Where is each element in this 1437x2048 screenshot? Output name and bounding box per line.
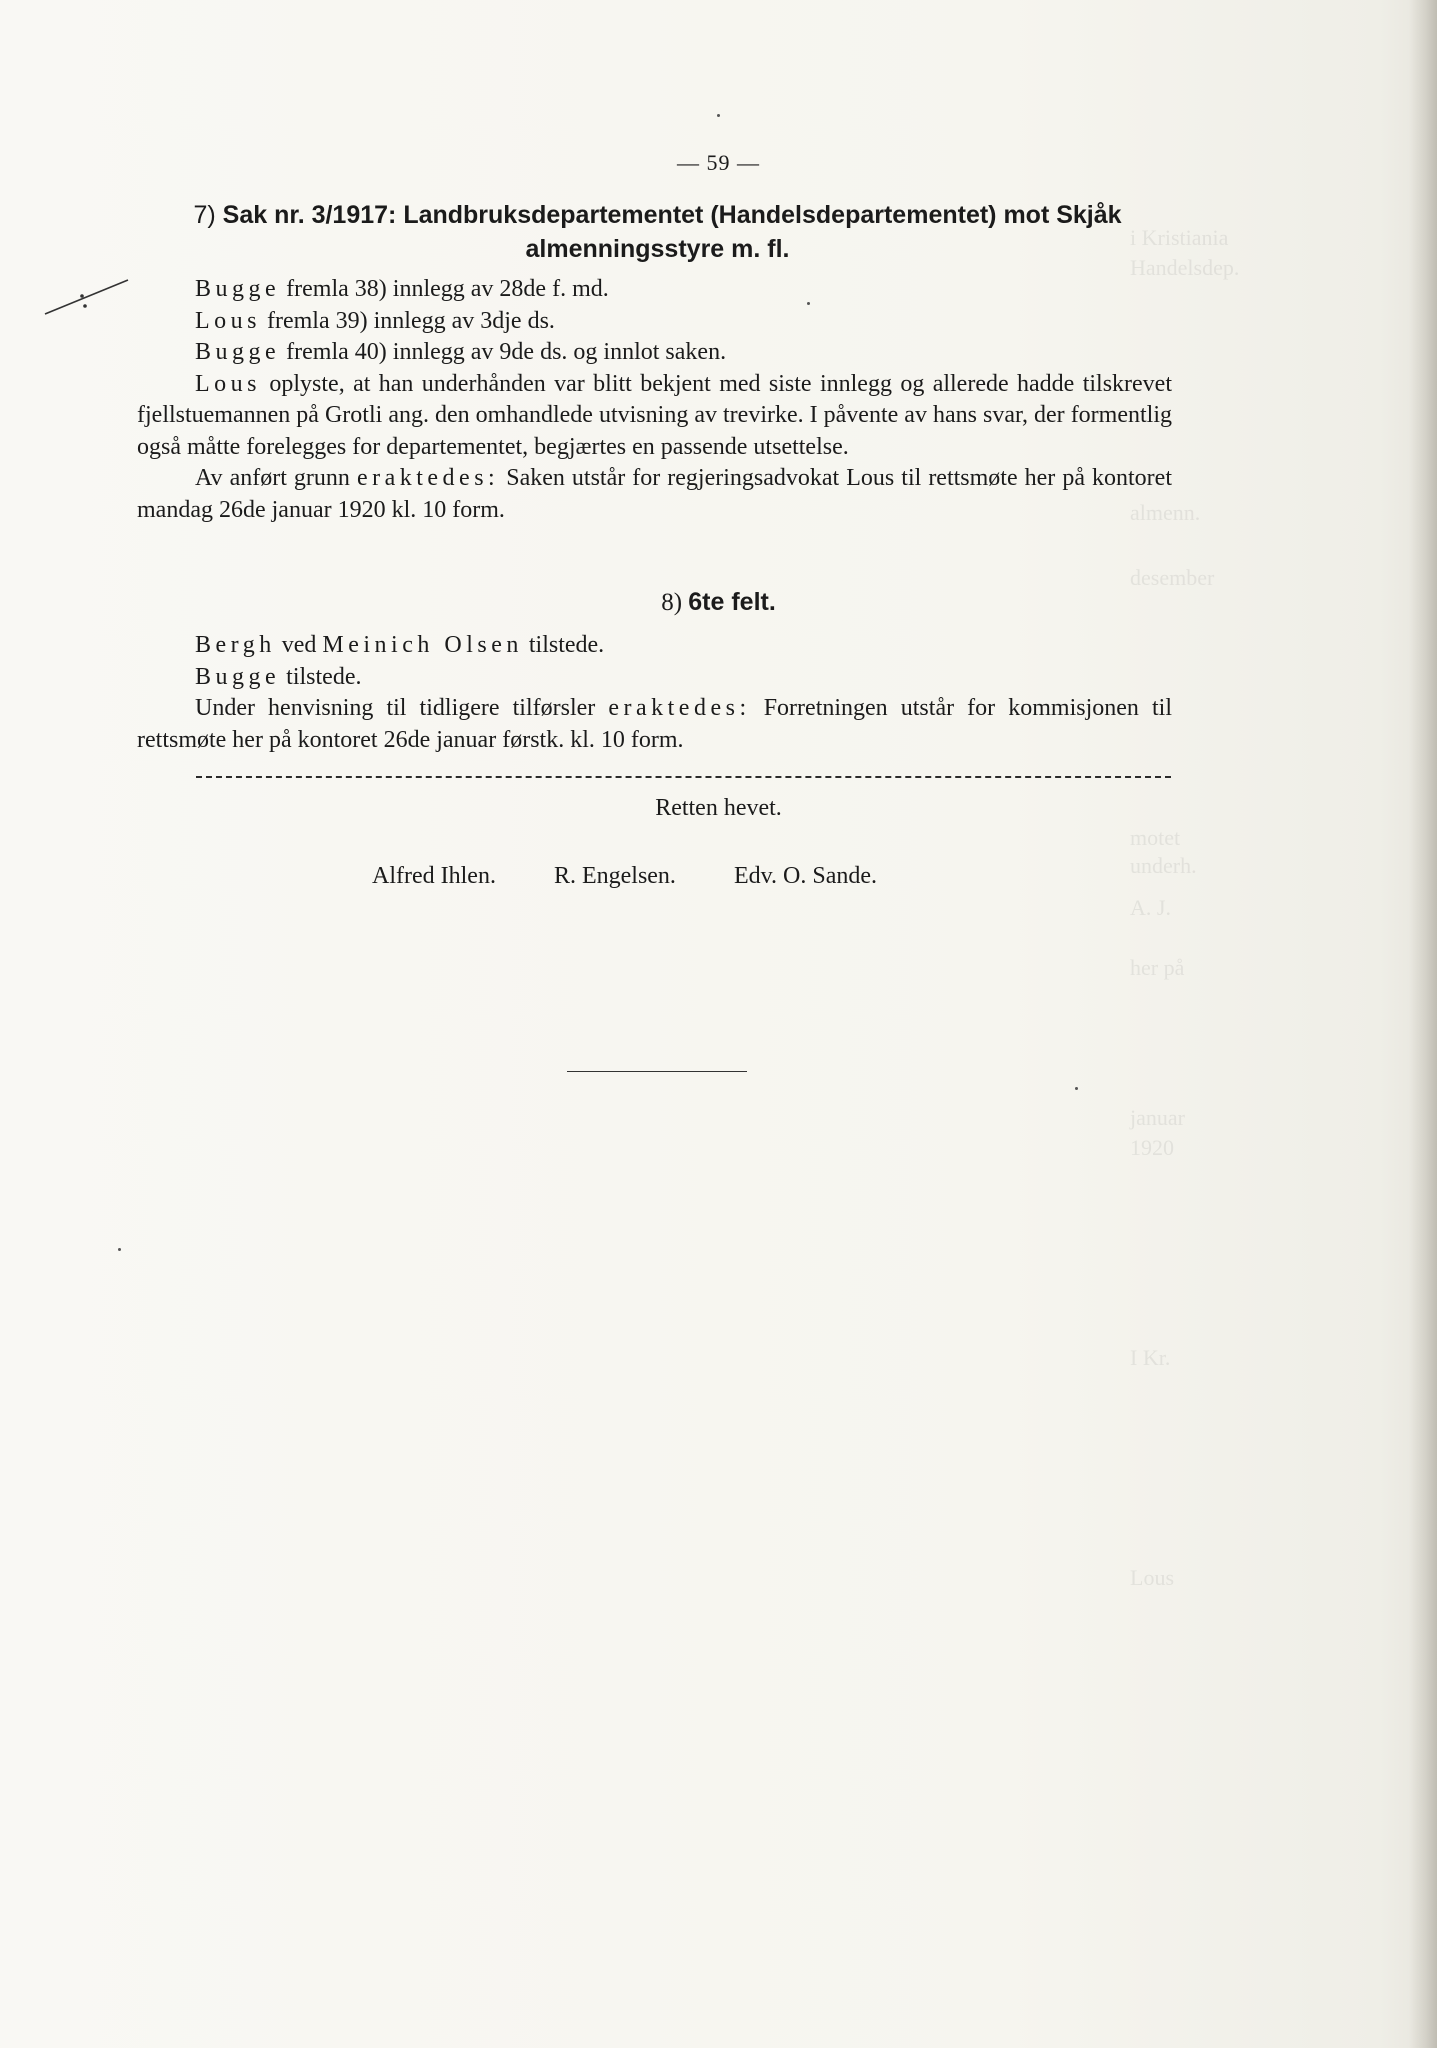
paragraph xyxy=(137,662,1172,694)
case-number: 7) xyxy=(193,201,223,229)
party-name: Lous xyxy=(195,307,261,334)
case-heading-line-1 xyxy=(140,198,1175,232)
paragraph-text: fremla 38) innlegg av 28de f. md. xyxy=(280,276,609,302)
party-name: Bergh xyxy=(195,632,276,658)
ghost-text: underh. xyxy=(1130,853,1197,878)
case-heading-line-2: almenningsstyre m. fl. xyxy=(525,235,790,263)
paragraph xyxy=(137,306,1172,338)
paragraph-text: ved xyxy=(275,632,323,658)
ghost-text: 1920 xyxy=(1130,1135,1174,1160)
section-heading xyxy=(0,588,1437,617)
court-adjourned: Retten hevet. xyxy=(655,795,782,821)
ghost-text: Lous xyxy=(1130,1565,1174,1590)
ruling-paragraph xyxy=(137,463,1172,526)
section-proceedings xyxy=(137,630,1172,756)
party-name: Bugge xyxy=(195,339,281,365)
ghost-text: almenn. xyxy=(1130,500,1201,525)
margin-pencil-mark xyxy=(40,272,140,322)
ghost-text: Handelsdep. xyxy=(1130,255,1240,280)
paragraph-text: Forretningen utstår for kommisjonen til rettsmøte her på kontoret 26de januar førstk. kl. 10 form. xyxy=(137,695,1172,753)
party-name: Lous xyxy=(195,370,261,397)
signature: Alfred Ihlen. xyxy=(372,863,496,889)
ghost-text: desember xyxy=(1130,565,1215,590)
dashed-divider xyxy=(196,776,1171,778)
ghost-text: I Kr. xyxy=(1130,1345,1171,1370)
ruling-keyword: eraktedes: xyxy=(608,695,751,721)
paragraph xyxy=(137,337,1172,369)
signatures xyxy=(372,863,1072,890)
paragraph xyxy=(137,369,1172,464)
case-proceedings xyxy=(137,274,1172,526)
paragraph-text: tilstede. xyxy=(280,663,362,690)
section-number: 8) xyxy=(661,589,689,616)
paragraph xyxy=(137,630,1172,662)
end-rule xyxy=(567,1071,747,1072)
case-title: Sak nr. 3/1917: Landbruksdepartementet (Handelsdepartementet) mot Skjåk xyxy=(222,201,1122,229)
paragraph xyxy=(137,274,1172,306)
paragraph-text: Saken utstår for regjeringsadvokat Lous til rettsmøte her på kontoret mandag 26de januar 1920 kl. 10 form. xyxy=(137,465,1172,523)
paper-speck xyxy=(1075,1087,1078,1090)
paragraph-text: tilstede. xyxy=(522,632,605,658)
signature: Edv. O. Sande. xyxy=(733,863,878,889)
paper-speck xyxy=(717,114,720,117)
ghost-text: A. J. xyxy=(1130,895,1171,920)
paragraph-text: oplyste, at han underhånden var blitt bekjent med siste innlegg og allerede hadde tilskrevet fjellstuemannen på Grotli ang. den omhandlede utvisning av trevirke. I påvente av hans svar, der formentlig også måtte forelegges for departementet, begjærtes en passende utsettelse. xyxy=(137,370,1172,460)
ruling-keyword: eraktedes: xyxy=(356,465,500,491)
paragraph-text: Under henvisning til tidligere tilførsler xyxy=(195,695,609,721)
paper-speck xyxy=(118,1248,121,1251)
ghost-text: januar xyxy=(1130,1105,1185,1130)
ghost-text: motet xyxy=(1130,825,1181,850)
ghost-text: i Kristiania xyxy=(1130,225,1229,250)
page-edge-shadow xyxy=(1409,0,1437,2048)
signature: R. Engelsen. xyxy=(553,863,676,889)
paragraph-text: fremla 39) innlegg av 3dje ds. xyxy=(261,307,555,334)
paragraph-text: Av anført grunn xyxy=(195,465,357,491)
ghost-text: her på xyxy=(1130,955,1185,980)
paragraph-text: fremla 40) innlegg av 9de ds. og innlot saken. xyxy=(280,339,727,365)
case-heading xyxy=(140,198,1175,266)
page-number: — 59 — xyxy=(677,150,760,175)
party-name: Bugge xyxy=(195,663,281,690)
party-name: Meinich Olsen xyxy=(322,632,523,658)
party-name: Bugge xyxy=(195,276,281,302)
ruling-paragraph xyxy=(137,693,1172,756)
section-title: 6te felt. xyxy=(688,588,776,616)
